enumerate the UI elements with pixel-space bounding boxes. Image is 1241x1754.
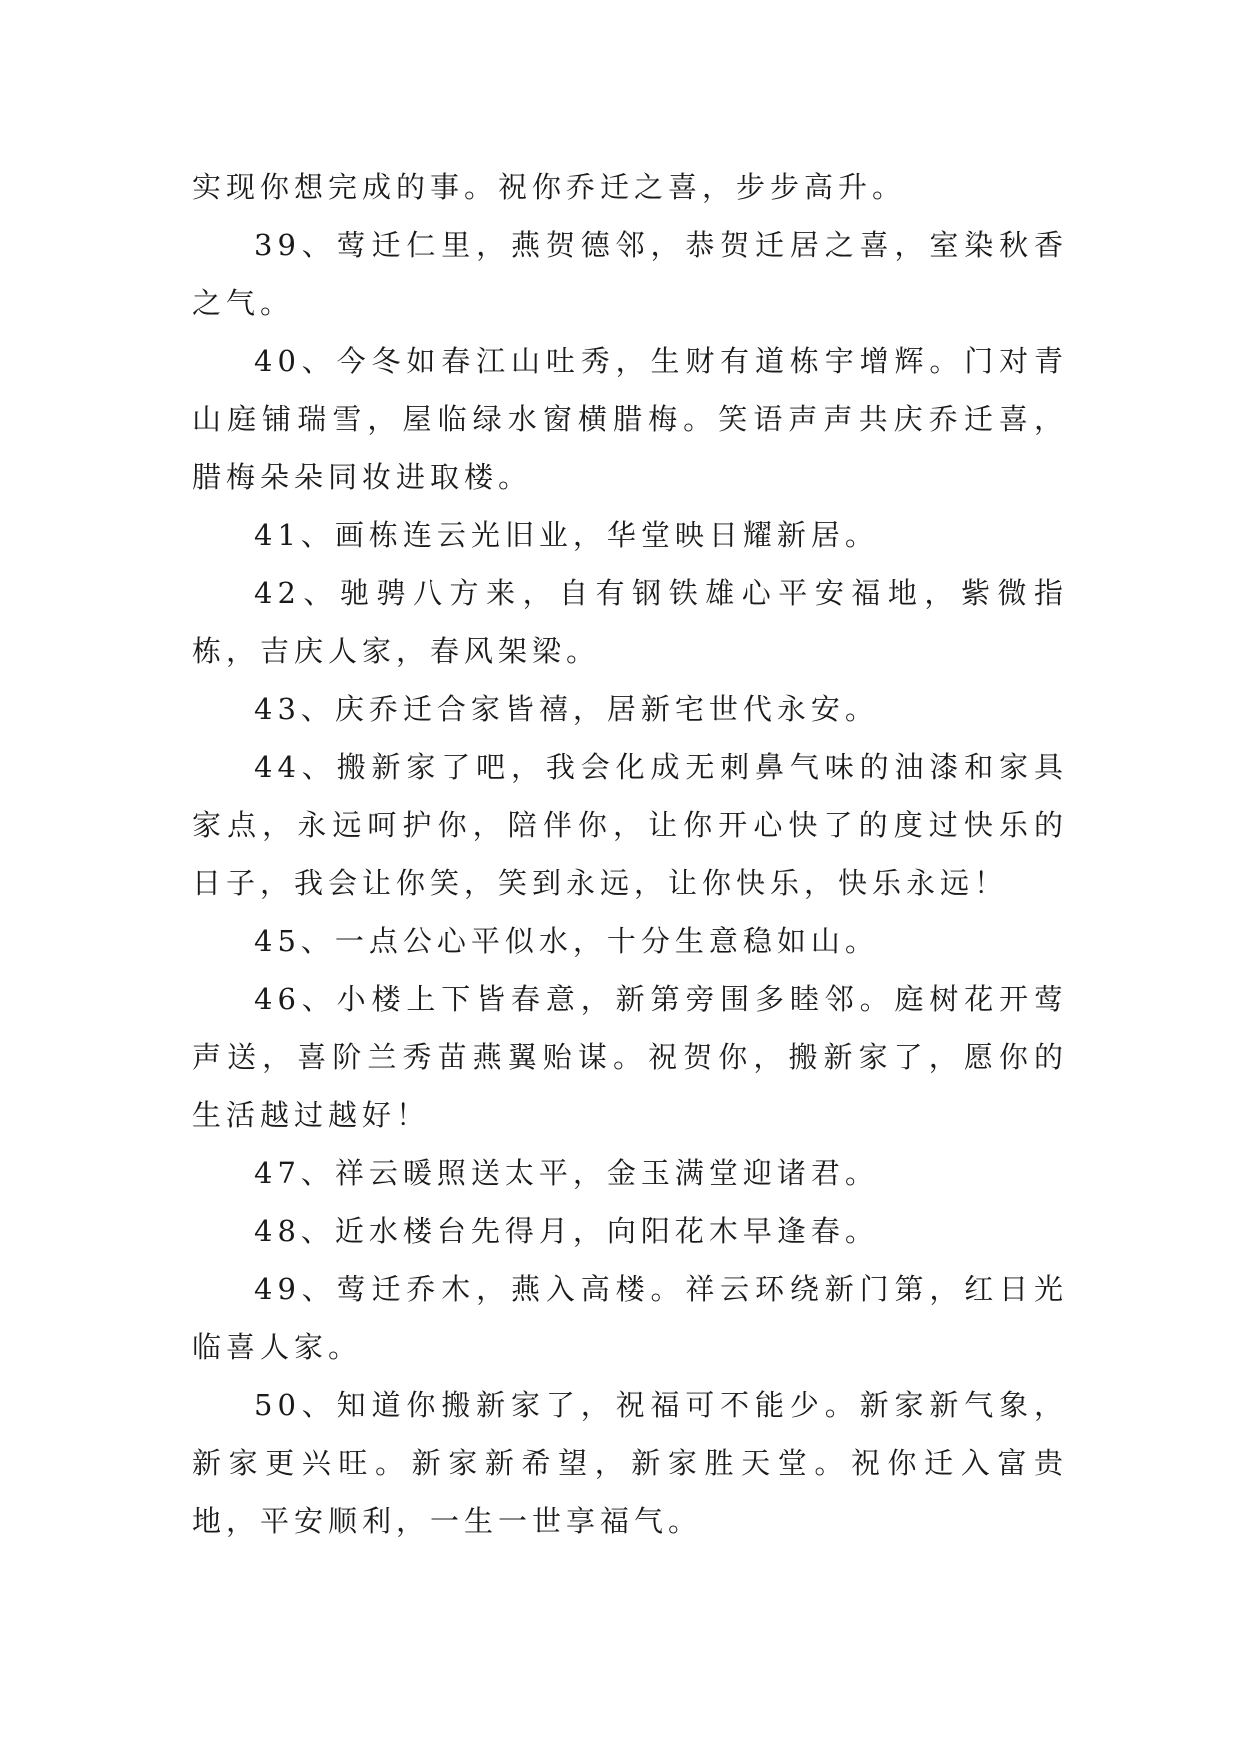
document-body — [192, 158, 1068, 1550]
paragraph-50: 50、知道你搬新家了，祝福可不能少。新家新气象，新家更兴旺。新家新希望，新家胜天堂。祝你迁入富贵地，平安顺利，一生一世享福气。 — [192, 1388, 1068, 1538]
paragraph-40: 40、今冬如春江山吐秀，生财有道栋宇增辉。门对青山庭铺瑞雪，屋临绿水窗横腊梅。笑语声声共庆乔迁喜，腊梅朵朵同妆进取楼。 — [192, 344, 1068, 494]
paragraph-43: 43、庆乔迁合家皆禧，居新宅世代永安。 — [254, 692, 879, 726]
paragraph-45: 45、一点公心平似水，十分生意稳如山。 — [254, 924, 879, 958]
paragraph-44: 44、搬新家了吧，我会化成无刺鼻气味的油漆和家具家点，永远呵护你，陪伴你，让你开心快了的度过快乐的日子，我会让你笑，笑到永远，让你快乐，快乐永远！ — [192, 750, 1068, 900]
paragraph-48: 48、近水楼台先得月，向阳花木早逢春。 — [254, 1214, 879, 1248]
paragraph-39: 39、莺迁仁里，燕贺德邻，恭贺迁居之喜，室染秋香之气。 — [192, 228, 1068, 320]
paragraph-continued: 实现你想完成的事。祝你乔迁之喜，步步高升。 — [192, 170, 907, 204]
paragraph-46: 46、小楼上下皆春意，新第旁围多睦邻。庭树花开莺声送，喜阶兰秀苗燕翼贻谋。祝贺你，搬新家了，愿你的生活越过越好！ — [192, 982, 1068, 1132]
paragraph-42: 42、驰骋八方来，自有钢铁雄心平安福地，紫微指栋，吉庆人家，春风架梁。 — [192, 576, 1068, 668]
paragraph-49: 49、莺迁乔木，燕入高楼。祥云环绕新门第，红日光临喜人家。 — [192, 1272, 1068, 1364]
paragraph-47: 47、祥云暖照送太平，金玉满堂迎诸君。 — [254, 1156, 879, 1190]
paragraph-41: 41、画栋连云光旧业，华堂映日耀新居。 — [254, 518, 879, 552]
